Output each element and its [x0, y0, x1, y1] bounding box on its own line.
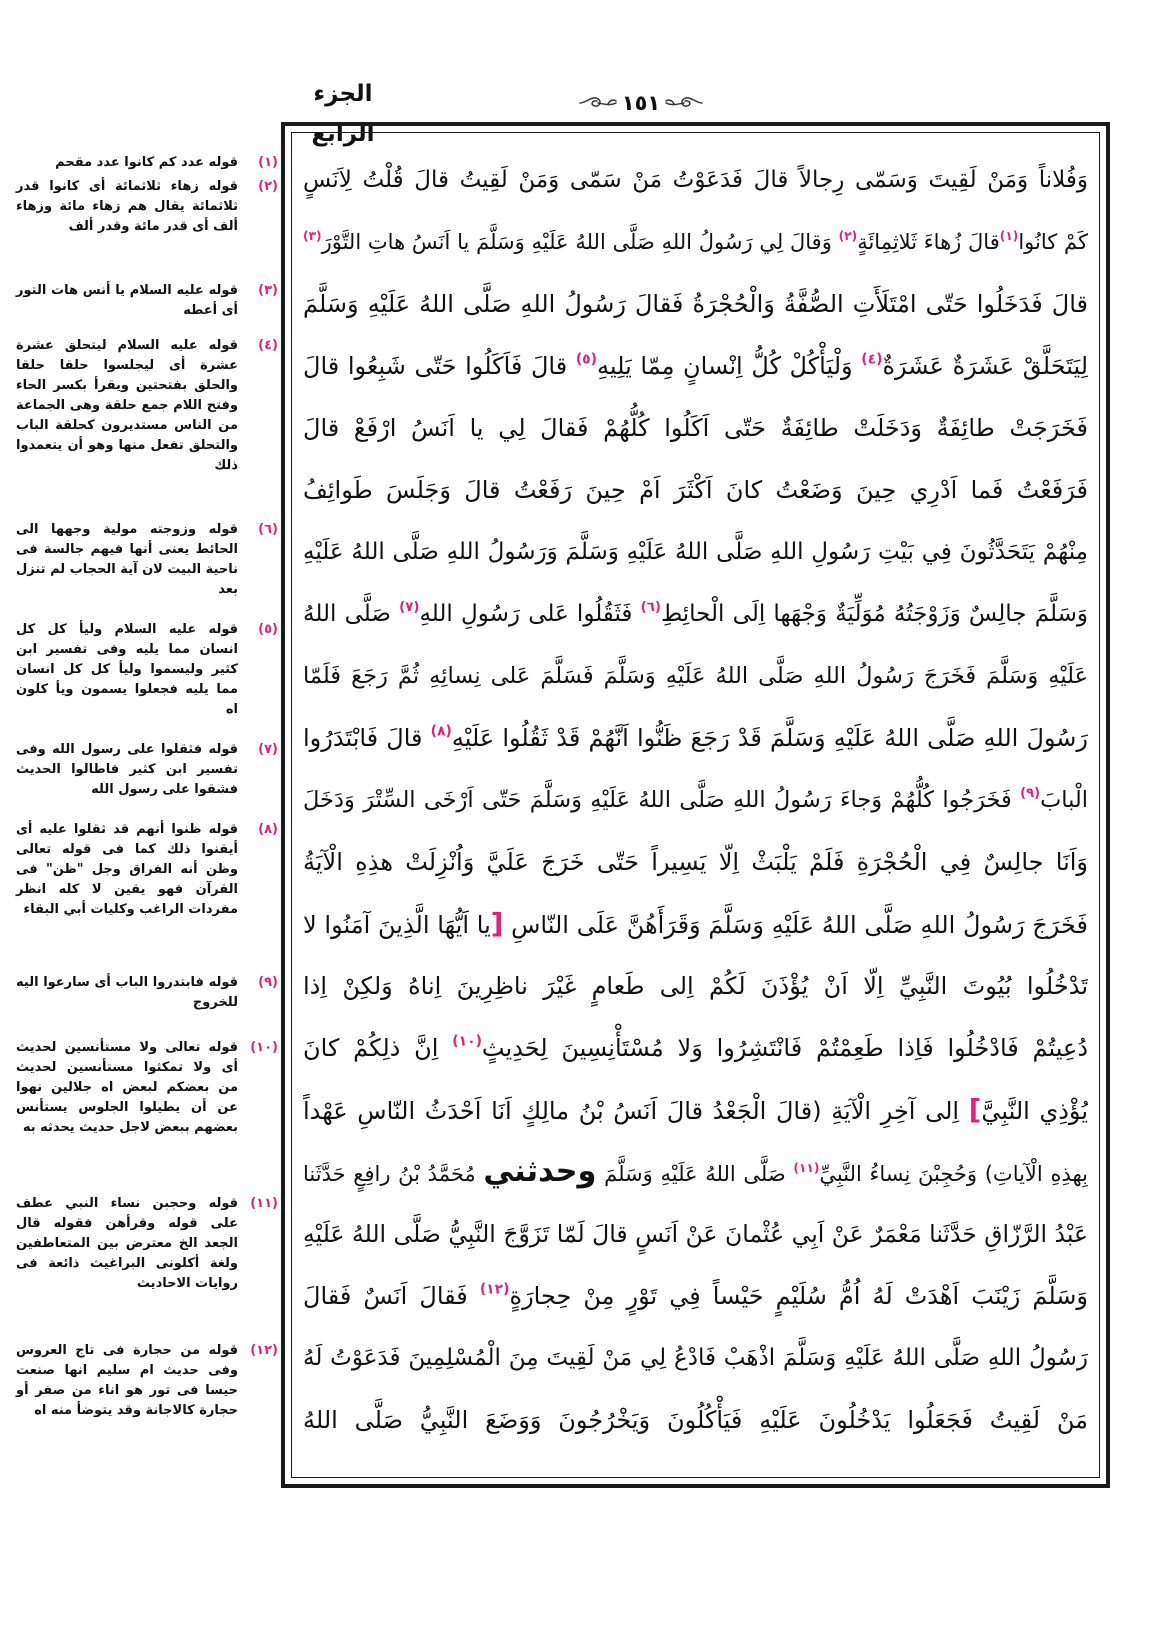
- text-segment: صَلَّى اللهُ عَلَيْهِ وَسَلَّمَ: [596, 1162, 794, 1186]
- margin-note: [16, 820, 278, 920]
- text-segment: وَفُلاناً وَمَنْ لَقِيتَ وَسَمّى رِجالاً قالَ فَدَعَوْتُ مَنْ سَمّى وَمَنْ لَقِيتُ قالَ قُلْتُ لِاَنَسٍ: [303, 167, 1088, 193]
- margin-note: [16, 620, 278, 720]
- text-line: [303, 583, 1088, 645]
- margin-note-text: قوله زهاء ثلاثمائة أى كانوا قدر ثلاثمائة يقال هم زهاء مائة وزهاء ألف أى قدر مائة وقدر ألف: [16, 179, 238, 234]
- margin-note: [16, 520, 278, 600]
- footnote-ref: (٦): [640, 600, 661, 615]
- text-segment: فَرَفَعْتُ فَما اَدْرِي حِينَ وَضَعْتُ كانَ اَكْثَرَ اَمْ حِينَ رَفَعْتُ قالَ وَجَلَسَ طَوائِفُ: [303, 476, 1088, 504]
- text-line: [303, 335, 1088, 397]
- text-line: [303, 211, 1088, 273]
- text-line: [303, 1389, 1088, 1451]
- margin-note-text: قوله عليه السلام يا أنس هات التور أى أعطه: [16, 283, 238, 318]
- text-segment: فَخَرَجَتْ طائِفَةٌ وَدَخَلَتْ طائِفَةٌ حَتّى اَكَلُوا كُلُّهُمْ فَقالَ لِي يا اَنَسُ ارْفَعْ قالَ: [303, 414, 1088, 442]
- text-segment: وَاَنَا جالِسٌ فِي الْحُجْرَةِ فَلَمْ يَلْبَثْ اِلّا يَسِيراً حَتّى خَرَجَ عَلَيَّ وَاُنْزِلَتْ هذِهِ الْآيَةُ: [303, 848, 1088, 876]
- margin-note-text: قوله ظنوا أنهم قد ثقلوا عليه أى أيقنوا ذلك كما فى قوله تعالى وظن أنه الفراق وجل "ظن" فى القرآن فهو يقين لا كله انظر مفردات الراغب وكليات أبي البقاء: [16, 822, 238, 917]
- text-segment: لِيَتَحَلَّقْ عَشَرَةٌ عَشَرَةٌ: [882, 352, 1088, 380]
- margin-note-number: (٥): [258, 622, 278, 637]
- text-segment: وَسَلَّمَ زَيْنَبَ اَهْدَتْ لَهُ اُمُّ سُلَيْمٍ حَيْساً فِي تَوْرٍ مِنْ حِجارَةٍ: [509, 1282, 1088, 1310]
- text-line: [303, 1327, 1088, 1389]
- margin-note-number: (١١): [250, 1196, 278, 1211]
- text-line: [303, 831, 1088, 893]
- text-segment: اِلى آخِرِ الْآيَةِ (قالَ الْجَعْدُ قالَ اَنَسُ بْنُ مالِكٍ اَنَا اَحْدَثُ النّاسِ عَهْداً: [303, 1097, 969, 1125]
- margin-note: [16, 1194, 278, 1294]
- footnote-ref: (١٠): [452, 1033, 482, 1050]
- text-segment: قالَ فَابْتَدَرُوا: [303, 724, 431, 752]
- margin-note-number: (٩): [258, 975, 278, 990]
- text-segment: اِنَّ ذلِكُمْ كانَ: [303, 1034, 453, 1062]
- margin-note-text: قوله وحجبن نساء النبي عطف على قوله وقرأهن فقوله قال الجعد الخ معترض بين المتعاطفين ولغة أكلونى البراغيث ذائعة فى روايات الاحاديث: [16, 1196, 238, 1291]
- footnote-ref: (٢): [838, 228, 858, 243]
- text-line: [303, 521, 1088, 583]
- text-segment: يُؤْذِي النَّبِيَّ: [981, 1097, 1088, 1125]
- text-segment: قالَ زُهاءَ ثَلاثِمِائَةٍ: [857, 230, 1000, 254]
- text-segment: وَسَلَّمَ جالِسٌ وَزَوْجَتُهُ مُوَلِّيَةٌ وَجْهَها اِلَى الْحائِطِ: [660, 601, 1088, 627]
- margin-note-text: قوله عليه السلام وليأ كل كل انسان مما يليه وفى تفسير ابن كثير وليسموا وليأ كل كل انسان مما يليه فجعلوا يسمون ويأ كلون اه: [16, 622, 238, 717]
- margin-note-number: (١): [258, 155, 278, 170]
- margin-note: [16, 1038, 278, 1138]
- text-segment: قالَ فَاَكَلُوا حَتّى شَبِعُوا قالَ: [303, 352, 576, 380]
- margin-note: [16, 740, 278, 800]
- margin-note: [16, 153, 278, 173]
- margin-note: [16, 336, 278, 476]
- text-line: [303, 1265, 1088, 1327]
- text-segment: تَدْخُلُوا بُيُوتَ النَّبِيِّ اِلّا اَنْ يُؤْذَنَ لَكُمْ اِلى طَعامٍ غَيْرَ ناظِرِينَ اِناهُ وَلكِنْ اِذا: [303, 972, 1088, 1000]
- margin-note-text: قوله فابتدروا الباب أى سارعوا اليه للخروج: [16, 975, 238, 1010]
- text-segment: فَثَقُلُوا عَلى رَسُولِ اللهِ: [419, 601, 641, 627]
- margin-note-number: (٦): [258, 522, 278, 537]
- text-line: [303, 1017, 1088, 1079]
- text-segment: فَخَرَجُوا كُلُّهُمْ وَجاءَ رَسُولُ اللهِ صَلَّى اللهُ عَلَيْهِ وَسَلَّمَ حَتّى اَرْخَى السِّتْرَ وَدَخَلَ: [303, 787, 1021, 813]
- footnote-ref: (١): [999, 228, 1019, 243]
- footnote-ref: (٤): [861, 351, 883, 368]
- text-segment: عَبْدُ الرَّزّاقِ حَدَّثَنا مَعْمَرٌ عَنْ اَبِي عُثْمانَ عَنْ اَنَسٍ قالَ لَمّا تَزَوَّجَ النَّبِيُّ صَلَّى اللهُ عَلَيْهِ: [303, 1220, 1088, 1248]
- chain-heading: وحدثني: [483, 1154, 597, 1189]
- verse-bracket: [: [490, 907, 504, 940]
- page-number-header: [578, 86, 704, 120]
- margin-note-number: (٣): [258, 283, 278, 298]
- text-line: [303, 955, 1088, 1017]
- footnote-ref: (١١): [793, 1160, 820, 1175]
- text-segment: وَقالَ لِي رَسُولُ اللهِ صَلَّى اللهُ عَلَيْهِ وَسَلَّمَ يا اَنَسُ هاتِ التَّوْرَ: [321, 230, 839, 254]
- margin-note: [16, 1341, 278, 1421]
- margin-note: [16, 177, 278, 237]
- text-line: [303, 459, 1088, 521]
- footnote-ref: (٥): [575, 351, 598, 368]
- text-segment: رَسُولَ اللهِ صَلَّى اللهُ عَلَيْهِ وَسَلَّمَ قَدْ رَجَعَ ظَنُّوا اَنَّهُمْ قَدْ ثَقُلُوا عَلَيْهِ: [451, 724, 1088, 752]
- margin-note-text: قوله عليه السلام ليتحلق عشرة عشرة أى ليجلسوا حلقا حلقا والحلق بفتحتين ويقرأ بكسر الحاء وفتح اللام جمع حلقة وهى الجماعة من الناس مستديرون كحلقة الباب والتحلق تفعل منها وهو أن يتعمدوا ذلك: [16, 338, 238, 473]
- text-segment: رَسُولُ اللهِ صَلَّى اللهُ عَلَيْهِ وَسَلَّمَ اذْهَبْ فَادْعُ لِي مَنْ لَقِيتَ مِنَ الْمُسْلِمِينَ فَدَعَوْتُ لَهُ: [303, 1345, 1088, 1371]
- margin-note-text: قوله تعالى ولا مستأنسين لحديث أى ولا تمكثوا مستأنسين لحديث من بعضكم لبعض اه جلالين نهوا عن أن يطيلوا الجلوس يستأنس بعضهم ببعض لاجل حديث يحدثه به: [16, 1040, 238, 1135]
- margin-note-text: قوله من حجارة فى تاج العروس وفى حديث ام سليم انها صنعت حيسا فى تور هو اناء من صفر أو حجارة كالاجانة وقد يتوضأ منه اه: [16, 1343, 238, 1418]
- text-segment: عَلَيْهِ وَسَلَّمَ فَخَرَجَ رَسُولُ اللهِ صَلَّى اللهُ عَلَيْهِ وَسَلَّمَ فَسَلَّمَ عَلى نِسائِهِ ثُمَّ رَجَعَ فَلَمّا: [303, 663, 1088, 689]
- text-segment: كَمْ كانُوا: [1018, 230, 1088, 254]
- margin-note-number: (٢): [258, 179, 278, 194]
- footnote-ref: (١٢): [479, 1281, 510, 1298]
- main-text: [303, 149, 1088, 1451]
- margin-note-text: قوله عدد كم كانوا عدد مقحم: [55, 155, 238, 170]
- part-title: الجزء الرابع: [311, 81, 375, 147]
- text-segment: الْبابَ: [1040, 787, 1088, 813]
- margin-notes: [16, 0, 278, 1638]
- margin-note: [16, 973, 278, 1013]
- text-segment: يا اَيُّهَا الَّذِينَ آمَنُوا لا: [303, 911, 491, 939]
- margin-note-number: (١٢): [250, 1343, 278, 1358]
- text-segment: صَلَّى اللهُ: [303, 601, 400, 627]
- margin-note-text: قوله فثقلوا على رسول الله وفى تفسير ابن كثير فاطالوا الحديث فشقوا على رسول الله: [16, 742, 238, 797]
- page-number: ١٥١: [621, 91, 661, 115]
- text-segment: مُحَمَّدُ بْنُ رافِعٍ حَدَّثَنا: [303, 1162, 484, 1186]
- text-line: [303, 149, 1088, 211]
- flourish-left-icon: [578, 92, 618, 114]
- margin-note-number: (١٠): [250, 1040, 278, 1055]
- text-segment: فَقالَ اَنَسٌ فَقالَ: [303, 1282, 480, 1310]
- text-line: [303, 273, 1088, 335]
- footnote-ref: (٣): [303, 228, 322, 243]
- text-segment: وَلْيَأْكُلْ كُلُّ اِنْسانٍ مِمّا يَلِيهِ: [597, 352, 862, 380]
- text-segment: مِنْهُمْ يَتَحَدَّثُونَ فِي بَيْتِ رَسُولِ اللهِ صَلَّى اللهُ عَلَيْهِ وَسَلَّمَ وَرَسُولُ اللهِ صَلَّى اللهُ عَلَيْهِ: [303, 539, 1088, 565]
- text-line: [303, 1203, 1088, 1265]
- text-segment: بِهذِهِ الْآياتِ) وَحُجِبْنَ نِساءُ النَّبِيِّ: [819, 1162, 1088, 1186]
- text-segment: دُعِيتُمْ فَادْخُلُوا فَاِذا طَعِمْتُمْ فَانْتَشِرُوا وَلا مُسْتَأْنِسِينَ لِحَدِيثٍ: [481, 1034, 1088, 1062]
- text-segment: قالَ فَدَخَلُوا حَتّى امْتَلَأَتِ الصُّفَّةُ وَالْحُجْرَةُ فَقالَ رَسُولُ اللهِ صَلَّى اللهُ عَلَيْهِ وَسَلَّمَ: [303, 290, 1088, 318]
- text-line: [303, 707, 1088, 769]
- footnote-ref: (٨): [430, 723, 452, 740]
- verse-bracket: ]: [968, 1093, 982, 1126]
- text-line: [303, 893, 1088, 955]
- text-line: [303, 1079, 1088, 1141]
- margin-note-number: (٧): [258, 742, 278, 757]
- flourish-right-icon: [664, 92, 704, 114]
- text-line: [303, 645, 1088, 707]
- margin-note: [16, 281, 278, 321]
- text-segment: مَنْ لَقِيتُ فَجَعَلُوا يَدْخُلُونَ عَلَيْهِ فَيَأْكُلُونَ وَيَخْرُجُونَ وَوَضَعَ النَّبِيُّ صَلَّى اللهُ: [303, 1406, 1088, 1434]
- margin-note-number: (٨): [258, 822, 278, 837]
- footnote-ref: (٧): [399, 600, 420, 615]
- text-line: [303, 1141, 1088, 1203]
- text-line: [303, 397, 1088, 459]
- text-segment: فَخَرَجَ رَسُولُ اللهِ صَلَّى اللهُ عَلَيْهِ وَسَلَّمَ وَقَرَأَهُنَّ عَلَى النّاسِ: [503, 911, 1088, 939]
- text-line: [303, 769, 1088, 831]
- margin-note-number: (٤): [258, 338, 278, 353]
- footnote-ref: (٩): [1020, 786, 1041, 802]
- margin-note-text: قوله وزوجته مولية وجهها الى الحائط يعنى أنها فيهم جالسة فى ناحية البيت لان آية الحجاب لم تنزل بعد: [16, 522, 238, 597]
